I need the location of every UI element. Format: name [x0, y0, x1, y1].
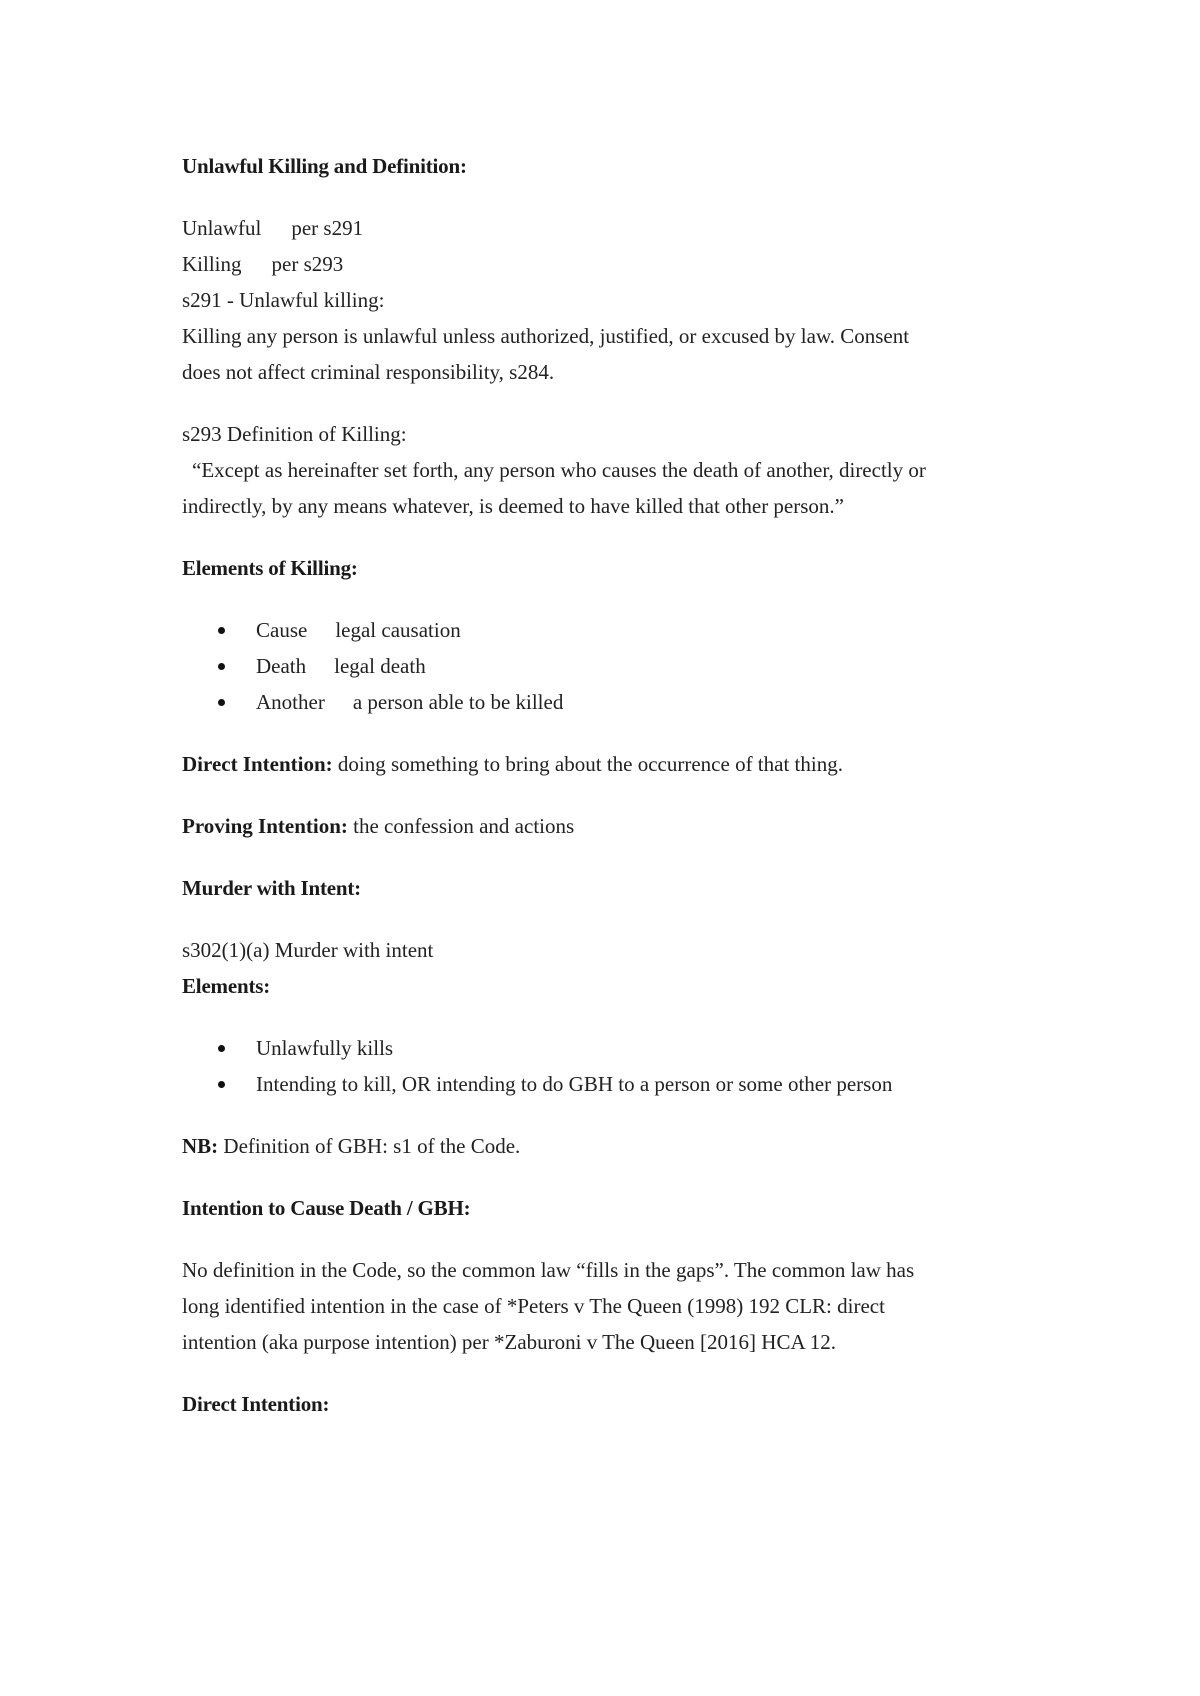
direct-intention-paragraph — [182, 746, 1042, 782]
direct-intention-text: doing something to bring about the occurrence of that thing. — [332, 752, 843, 776]
common-law-line: intention (aka purpose intention) per *Zaburoni v The Queen [2016] HCA 12. — [182, 1330, 836, 1354]
item-desc: legal death — [334, 654, 426, 678]
bullet-icon — [218, 1081, 225, 1088]
item-term: Cause — [256, 618, 308, 642]
s291-text-line: does not affect criminal responsibility, s284. — [182, 360, 555, 384]
common-law-line: No definition in the Code, so the common law “fills in the gaps”. The common law has — [182, 1258, 915, 1282]
elements-heading: Elements: — [182, 974, 271, 998]
item-desc: a person able to be killed — [352, 690, 564, 714]
s302-line: s302(1)(a) Murder with intent — [182, 938, 434, 962]
proving-intention-label: Proving Intention: — [182, 814, 348, 838]
section-heading-direct-intention: Direct Intention: — [182, 1392, 330, 1416]
bullet-icon — [218, 1045, 225, 1052]
proving-intention-paragraph — [182, 808, 1042, 844]
list-item — [182, 684, 1042, 720]
section-heading-intention-to-cause-death: Intention to Cause Death / GBH: — [182, 1196, 471, 1220]
list-item — [182, 1066, 1042, 1102]
section-heading-murder-with-intent: Murder with Intent: — [182, 876, 361, 900]
s291-title: s291 - Unlawful killing: — [182, 288, 385, 312]
direct-intention-label: Direct Intention: — [182, 752, 333, 776]
pair-term: Unlawful — [182, 216, 262, 240]
section-heading-unlawful-killing: Unlawful Killing and Definition: — [182, 154, 467, 178]
document-page — [182, 148, 1042, 1422]
murder-elements-list — [182, 1030, 1042, 1102]
pair-ref: per s293 — [271, 252, 344, 276]
nb-text: Definition of GBH: s1 of the Code. — [218, 1134, 521, 1158]
list-item — [182, 1030, 1042, 1066]
item-text: Intending to kill, OR intending to do GBH to a person or some other person — [256, 1072, 893, 1096]
common-law-line: long identified intention in the case of *Peters v The Queen (1998) 192 CLR: direct — [182, 1294, 885, 1318]
list-item — [182, 612, 1042, 648]
nb-label: NB: — [182, 1134, 219, 1158]
s293-quote-line: “Except as hereinafter set forth, any person who causes the death of another, directly or — [192, 458, 926, 482]
nb-paragraph — [182, 1128, 1042, 1164]
pair-ref: per s291 — [291, 216, 364, 240]
item-term: Another — [256, 690, 325, 714]
pair-term: Killing — [182, 252, 242, 276]
item-term: Death — [256, 654, 307, 678]
bullet-icon — [218, 699, 225, 706]
section-heading-elements-of-killing: Elements of Killing: — [182, 556, 358, 580]
s293-quote-line: indirectly, by any means whatever, is deemed to have killed that other person.” — [182, 494, 844, 518]
elements-of-killing-list — [182, 612, 1042, 720]
s291-text-line: Killing any person is unlawful unless authorized, justified, or excused by law. Consent — [182, 324, 910, 348]
proving-intention-text: the confession and actions — [347, 814, 575, 838]
item-text: Unlawfully kills — [256, 1036, 394, 1060]
definition-pair-unlawful — [182, 210, 1042, 246]
list-item — [182, 648, 1042, 684]
bullet-icon — [218, 663, 225, 670]
definition-pair-killing — [182, 246, 1042, 282]
bullet-icon — [218, 627, 225, 634]
item-desc: legal causation — [335, 618, 461, 642]
s293-title: s293 Definition of Killing: — [182, 422, 407, 446]
